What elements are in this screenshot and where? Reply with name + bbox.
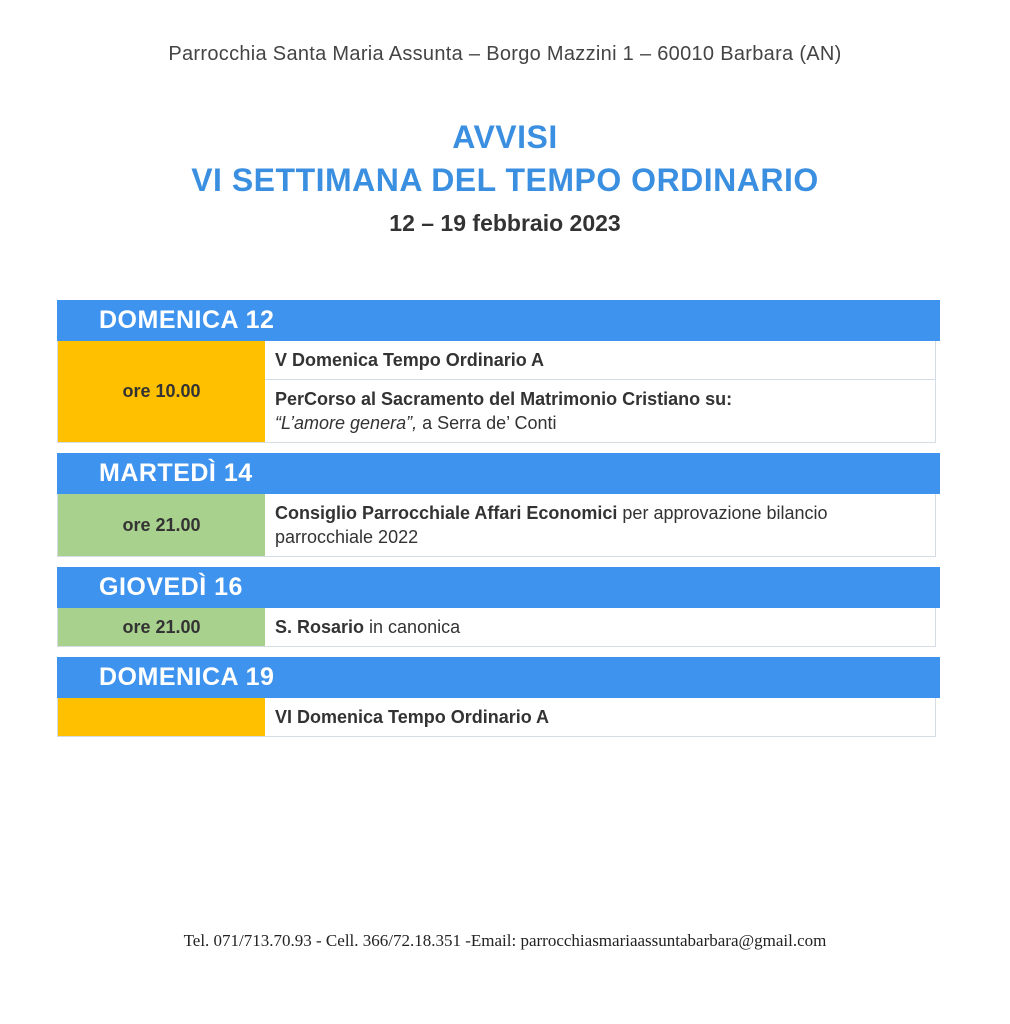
- event-title: Consiglio Parrocchiale Affari Economici: [275, 503, 618, 523]
- events-cell: [265, 698, 935, 736]
- day-heading: DOMENICA 12: [57, 300, 940, 341]
- event-detail: per approvazione bilancio parrocchiale 2022: [275, 503, 828, 547]
- schedule-row: [57, 341, 936, 443]
- events-cell: [265, 494, 935, 556]
- event-detail: in canonica: [364, 617, 461, 637]
- schedule-table: [57, 300, 940, 747]
- event-item: [265, 698, 935, 736]
- event-item: [265, 608, 935, 646]
- day-heading: MARTEDÌ 14: [57, 453, 940, 494]
- time-cell: [58, 698, 265, 736]
- events-cell: [265, 608, 935, 646]
- day-block: [57, 300, 940, 443]
- time-cell: ore 21.00: [58, 608, 265, 646]
- event-item: [265, 379, 935, 442]
- day-heading: DOMENICA 19: [57, 657, 940, 698]
- page-subtitle: VI SETTIMANA DEL TEMPO ORDINARIO: [191, 162, 819, 198]
- events-cell: [265, 341, 935, 442]
- page-title: AVVISI: [452, 119, 558, 155]
- day-block: [57, 453, 940, 557]
- time-cell: ore 10.00: [58, 341, 265, 442]
- event-detail: a Serra de’ Conti: [417, 413, 557, 433]
- date-range: 12 – 19 febbraio 2023: [389, 210, 621, 236]
- day-heading: GIOVEDÌ 16: [57, 567, 940, 608]
- time-cell: ore 21.00: [58, 494, 265, 556]
- event-item: [265, 494, 935, 556]
- schedule-row: [57, 494, 936, 557]
- parish-address: Parrocchia Santa Maria Assunta – Borgo Mazzini 1 – 60010 Barbara (AN): [168, 43, 842, 65]
- day-block: [57, 657, 940, 737]
- title-block: [0, 117, 1010, 241]
- day-block: [57, 567, 940, 647]
- event-title: VI Domenica Tempo Ordinario A: [275, 707, 550, 727]
- schedule-row: [57, 608, 936, 647]
- schedule-row: [57, 698, 936, 737]
- event-title: V Domenica Tempo Ordinario A: [275, 350, 545, 370]
- event-title: S. Rosario: [275, 617, 365, 637]
- event-title: PerCorso al Sacramento del Matrimonio Cristiano su:: [275, 389, 733, 409]
- event-item: [265, 341, 935, 379]
- footer-contacts: Tel. 071/713.70.93 - Cell. 366/72.18.351 -Email: parrocchiasmariaassuntabarbara@gmail.com: [183, 931, 827, 950]
- event-italic: “L’amore genera”,: [275, 413, 418, 433]
